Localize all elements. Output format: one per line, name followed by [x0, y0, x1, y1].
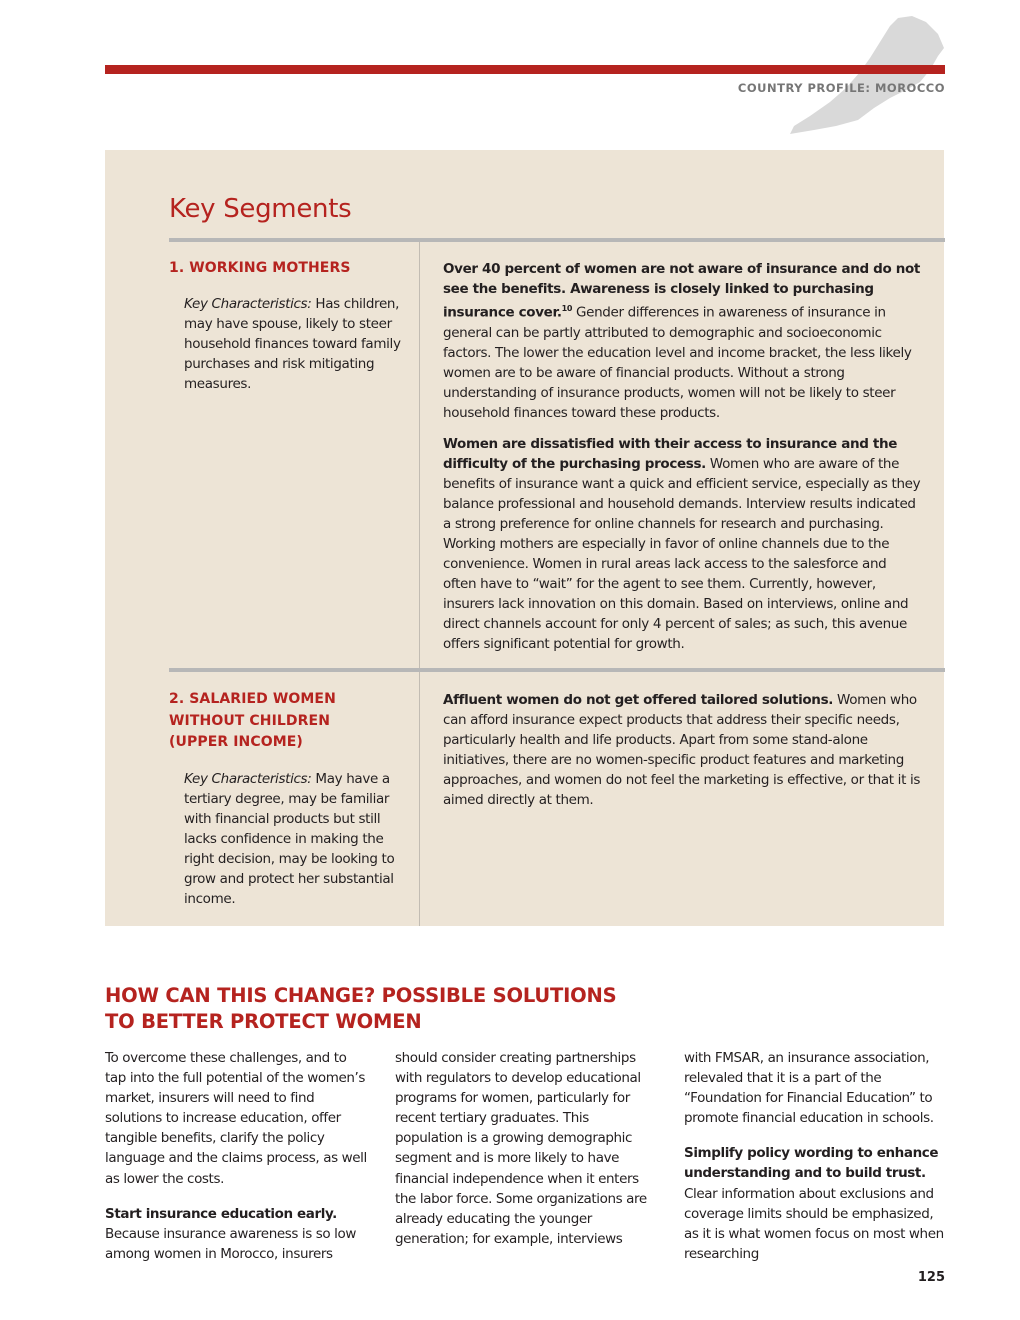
- key-segments-title: Key Segments: [169, 194, 352, 224]
- segment-2-characteristics: [184, 769, 402, 909]
- solutions-heading-policy-wording: Simplify policy wording to enhance understanding and to build trust.: [684, 1145, 939, 1182]
- solutions-policy-wording-text: Clear information about exclusions and coverage limits should be emphasized, as it is what women focus on most when researching: [684, 1185, 944, 1262]
- header-rule: [105, 65, 945, 74]
- segment-1-column-divider: [419, 242, 420, 668]
- segment-2-title-line-1: 2. SALARIED WOMEN: [169, 691, 336, 707]
- characteristics-label: Key Characteristics:: [184, 296, 312, 312]
- solutions-education-continued: should consider creating partnerships with regulators to develop educational programs for women, particularly for recent tertiary graduates. This population is a growing demographic segment and is more likely to have financial independence when it enters the labor force. Some organizations are already educating the younger generation; for example, interviews: [395, 1050, 647, 1247]
- segments-middle-rule: [169, 668, 945, 672]
- page-number: 125: [917, 1270, 945, 1285]
- paragraph-body: Women who are aware of the benefits of insurance want a quick and efficient service, especially as they balance professional and household demands. Interview results indicated a strong preference for online channels for research and purchasing. Working mothers are especially in favor of online channels due to the convenience. Women in rural areas lack access to the salesforce and often have to “wait” for the agent to see them. Currently, however, insurers lack innovation on this domain. Based on interviews, online and direct channels account for only 4 percent of sales; as such, this avenue offers significant potential for growth.: [443, 456, 921, 652]
- solutions-title: [105, 983, 617, 1035]
- segment-1-paragraph-2: [443, 434, 921, 654]
- paragraph-body: Women who can afford insurance expect products that address their specific needs, particularly health and life products. Apart from some stand-alone initiatives, there are no women-specific product features and marketing approaches, and women do not feel the marketing is effective, or that it is aimed directly at them.: [443, 692, 921, 808]
- solutions-fmsar-text: with FMSAR, an insurance association, relevaled that it is a part of the “Foundation for Financial Education” to promote financial education in schools.: [684, 1050, 934, 1127]
- characteristics-text: May have a tertiary degree, may be familiar with financial products but still lacks confidence in making the right decision, may be looking to grow and protect her substantial income.: [184, 771, 395, 907]
- segment-2-column-divider: [419, 672, 420, 926]
- morocco-map-silhouette: [780, 12, 950, 138]
- segment-1-paragraph-1: [443, 259, 921, 423]
- characteristics-text: Has children, may have spouse, likely to steer household finances toward family purchases and risk mitigating measures.: [184, 296, 401, 392]
- solutions-column-1: [105, 1048, 369, 1264]
- segment-2-title-line-3: (UPPER INCOME): [169, 734, 303, 750]
- segment-1-characteristics: [184, 294, 402, 394]
- segment-2-paragraph-1: [443, 690, 921, 810]
- paragraph-lead: Women are dissatisfied with their access to insurance and the difficulty of the purchasing process.: [443, 436, 898, 472]
- solutions-heading-education: Start insurance education early.: [105, 1205, 337, 1222]
- solutions-column-3: [684, 1048, 948, 1264]
- solutions-title-line-1: HOW CAN THIS CHANGE? POSSIBLE SOLUTIONS: [105, 984, 617, 1007]
- footnote-marker: 10: [561, 304, 573, 313]
- segment-2-title-line-2: WITHOUT CHILDREN: [169, 712, 331, 729]
- solutions-education-text: Because insurance awareness is so low among women in Morocco, insurers: [105, 1225, 357, 1262]
- paragraph-lead: Over 40 percent of women are not aware of insurance and do not see the benefits. Awareness is closely linked to purchasing insurance cover.: [443, 261, 921, 321]
- solutions-title-line-2: TO BETTER PROTECT WOMEN: [105, 1010, 422, 1033]
- segment-1-title: [169, 258, 351, 280]
- segment-2-title: [169, 689, 336, 754]
- segment-1-title-line: 1. WORKING MOTHERS: [169, 260, 351, 276]
- segments-top-rule: [169, 238, 945, 242]
- paragraph-body: Gender differences in awareness of insurance in general can be partly attributed to demographic and socioeconomic factors. The lower the education level and income bracket, the less likely women are to be aware of financial products. Without a strong understanding of insurance products, women will not be likely to steer household finances toward these products.: [443, 304, 912, 421]
- solutions-column-2: [395, 1048, 659, 1249]
- country-profile-label: COUNTRY PROFILE: MOROCCO: [737, 81, 945, 95]
- solutions-intro: To overcome these challenges, and to tap into the full potential of the women’s market, insurers will need to find solutions to increase education, offer tangible benefits, clarify the policy language and the claims process, as well as lower the costs.: [105, 1050, 367, 1187]
- characteristics-label: Key Characteristics:: [184, 771, 312, 787]
- paragraph-lead: Affluent women do not get offered tailored solutions.: [443, 692, 834, 708]
